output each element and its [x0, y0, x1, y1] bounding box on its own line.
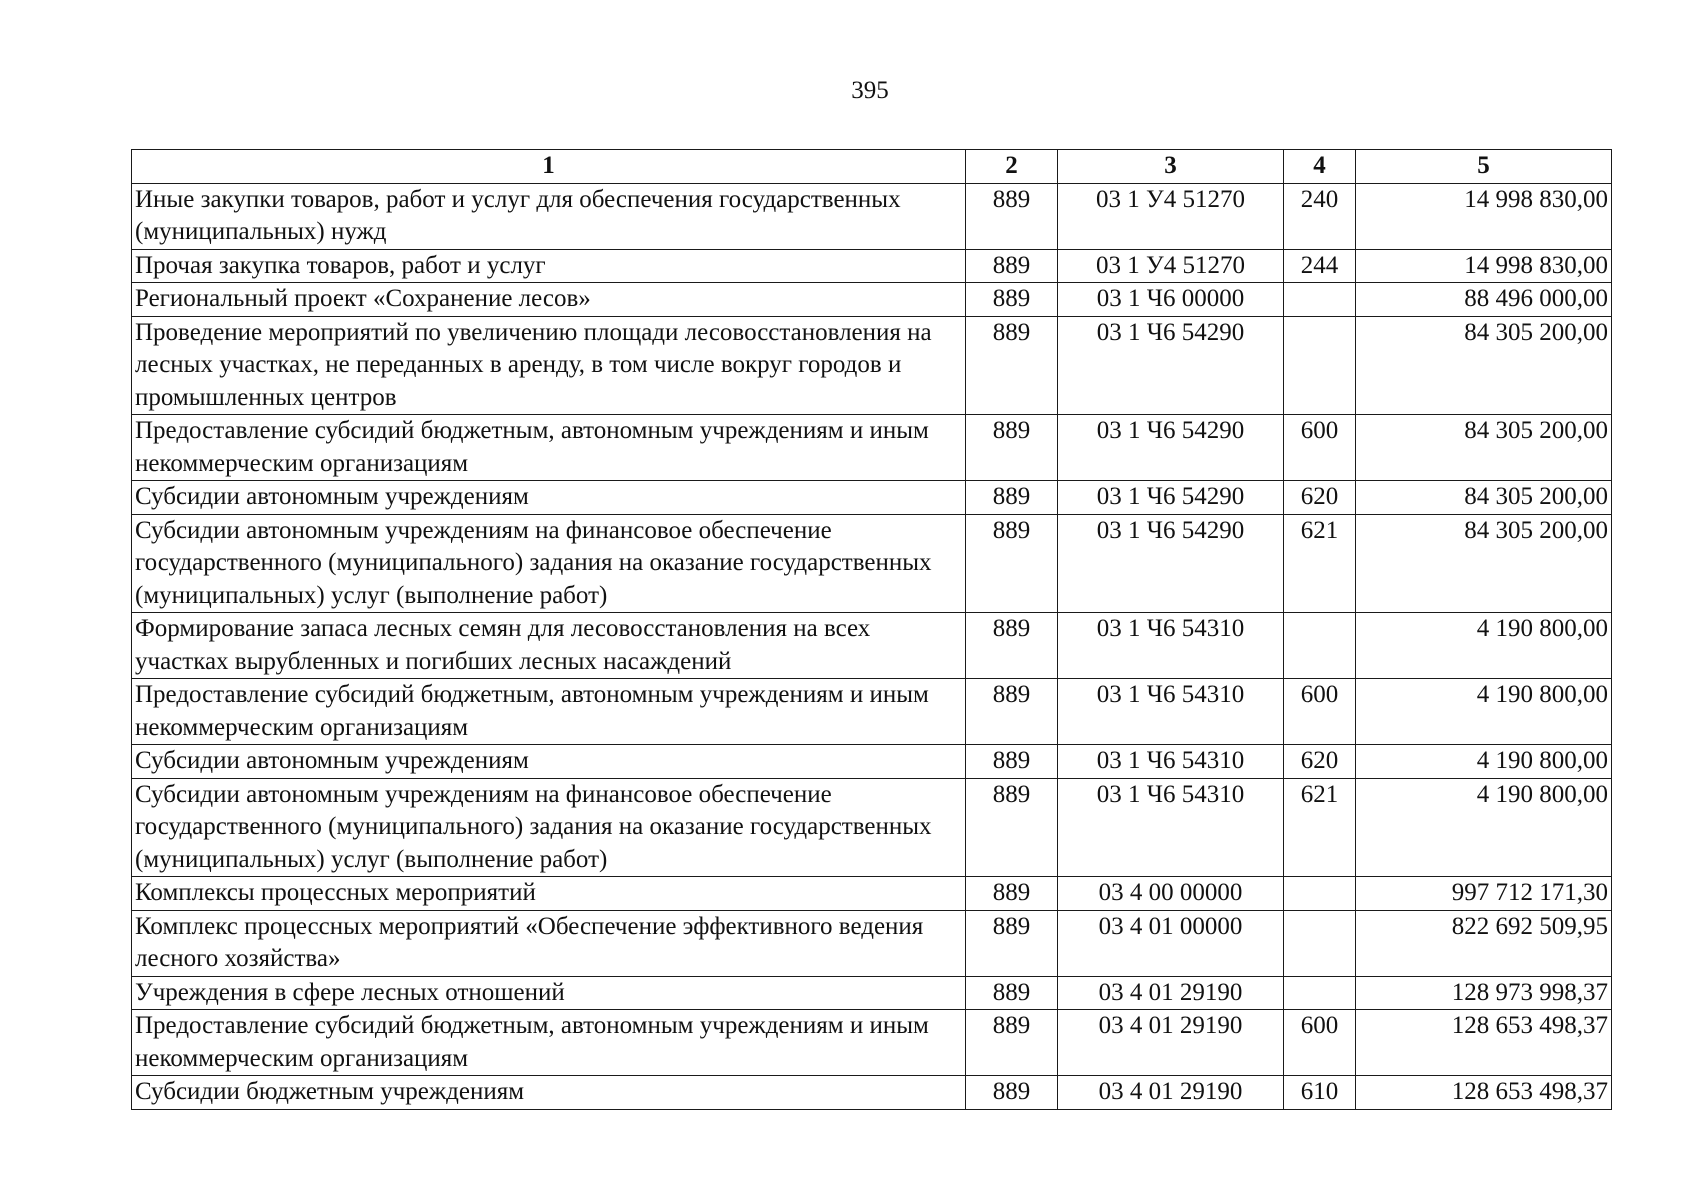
- row-code-cell: 03 1 Ч6 54290: [1058, 316, 1284, 415]
- row-amount-cell: 4 190 800,00: [1356, 679, 1612, 745]
- row-name-cell: Предоставление субсидий бюджетным, автономным учреждениям и иным некоммерческим организациям: [132, 1010, 966, 1076]
- row-type-cell: 621: [1284, 778, 1356, 877]
- row-amount-cell: 997 712 171,30: [1356, 877, 1612, 911]
- row-code-cell: 03 4 01 29190: [1058, 1076, 1284, 1110]
- row-dept-cell: 889: [966, 1010, 1058, 1076]
- row-dept-cell: 889: [966, 249, 1058, 283]
- row-dept-cell: 889: [966, 976, 1058, 1010]
- header-cell-code: 3: [1058, 150, 1284, 184]
- row-type-cell: 620: [1284, 481, 1356, 515]
- row-name-cell: Субсидии автономным учреждениям на финансовое обеспечение государственного (муниципального) задания на оказание государственных (муниципальных) услуг (выполнение работ): [132, 778, 966, 877]
- row-type-cell: 600: [1284, 1010, 1356, 1076]
- header-cell-dept: 2: [966, 150, 1058, 184]
- row-name-cell: Прочая закупка товаров, работ и услуг: [132, 249, 966, 283]
- row-type-cell: [1284, 976, 1356, 1010]
- row-amount-cell: 4 190 800,00: [1356, 613, 1612, 679]
- row-code-cell: 03 1 Ч6 54290: [1058, 514, 1284, 613]
- row-name-cell: Предоставление субсидий бюджетным, автономным учреждениям и иным некоммерческим организациям: [132, 679, 966, 745]
- row-type-cell: 244: [1284, 249, 1356, 283]
- row-amount-cell: 84 305 200,00: [1356, 481, 1612, 515]
- row-type-cell: 600: [1284, 415, 1356, 481]
- row-dept-cell: 889: [966, 183, 1058, 249]
- row-dept-cell: 889: [966, 778, 1058, 877]
- row-amount-cell: 4 190 800,00: [1356, 745, 1612, 779]
- row-amount-cell: 14 998 830,00: [1356, 249, 1612, 283]
- table-row: [132, 778, 1612, 877]
- row-type-cell: [1284, 613, 1356, 679]
- row-code-cell: 03 1 Ч6 54310: [1058, 613, 1284, 679]
- row-name-cell: Субсидии автономным учреждениям: [132, 745, 966, 779]
- row-name-cell: Субсидии автономным учреждениям на финансовое обеспечение государственного (муниципального) задания на оказание государственных (муниципальных) услуг (выполнение работ): [132, 514, 966, 613]
- row-type-cell: 621: [1284, 514, 1356, 613]
- row-amount-cell: 128 973 998,37: [1356, 976, 1612, 1010]
- header-row: [132, 150, 1612, 184]
- row-type-cell: 600: [1284, 679, 1356, 745]
- row-dept-cell: 889: [966, 679, 1058, 745]
- row-type-cell: [1284, 877, 1356, 911]
- table-row: [132, 976, 1612, 1010]
- row-name-cell: Региональный проект «Сохранение лесов»: [132, 283, 966, 317]
- row-code-cell: 03 1 Ч6 54310: [1058, 745, 1284, 779]
- row-name-cell: Комплекс процессных мероприятий «Обеспечение эффективного ведения лесного хозяйства»: [132, 910, 966, 976]
- row-name-cell: Учреждения в сфере лесных отношений: [132, 976, 966, 1010]
- row-type-cell: 240: [1284, 183, 1356, 249]
- table-row: [132, 183, 1612, 249]
- row-dept-cell: 889: [966, 613, 1058, 679]
- table-row: [132, 877, 1612, 911]
- table-row: [132, 249, 1612, 283]
- row-code-cell: 03 1 Ч6 54310: [1058, 679, 1284, 745]
- row-dept-cell: 889: [966, 415, 1058, 481]
- row-code-cell: 03 1 Ч6 54310: [1058, 778, 1284, 877]
- row-dept-cell: 889: [966, 745, 1058, 779]
- row-code-cell: 03 1 Ч6 00000: [1058, 283, 1284, 317]
- row-type-cell: [1284, 316, 1356, 415]
- table-row: [132, 745, 1612, 779]
- row-amount-cell: 822 692 509,95: [1356, 910, 1612, 976]
- table-row: [132, 514, 1612, 613]
- row-code-cell: 03 1 Ч6 54290: [1058, 415, 1284, 481]
- row-dept-cell: 889: [966, 877, 1058, 911]
- row-amount-cell: 14 998 830,00: [1356, 183, 1612, 249]
- table-row: [132, 679, 1612, 745]
- table-row: [132, 415, 1612, 481]
- table-row: [132, 613, 1612, 679]
- row-code-cell: 03 4 01 29190: [1058, 976, 1284, 1010]
- row-code-cell: 03 4 01 00000: [1058, 910, 1284, 976]
- table-row: [132, 481, 1612, 515]
- row-name-cell: Проведение мероприятий по увеличению площади лесовосстановления на лесных участках, не переданных в аренду, в том числе вокруг городов и промышленных центров: [132, 316, 966, 415]
- row-type-cell: [1284, 910, 1356, 976]
- table-row: [132, 283, 1612, 317]
- header-cell-name: 1: [132, 150, 966, 184]
- row-dept-cell: 889: [966, 910, 1058, 976]
- row-dept-cell: 889: [966, 316, 1058, 415]
- row-amount-cell: 128 653 498,37: [1356, 1076, 1612, 1110]
- row-code-cell: 03 1 У4 51270: [1058, 183, 1284, 249]
- table-row: [132, 1076, 1612, 1110]
- header-cell-amount: 5: [1356, 150, 1612, 184]
- row-code-cell: 03 4 01 29190: [1058, 1010, 1284, 1076]
- row-amount-cell: 88 496 000,00: [1356, 283, 1612, 317]
- row-type-cell: [1284, 283, 1356, 317]
- row-amount-cell: 84 305 200,00: [1356, 316, 1612, 415]
- row-amount-cell: 4 190 800,00: [1356, 778, 1612, 877]
- row-type-cell: 620: [1284, 745, 1356, 779]
- row-code-cell: 03 1 Ч6 54290: [1058, 481, 1284, 515]
- page-number: 395: [851, 77, 889, 104]
- table-row: [132, 316, 1612, 415]
- row-name-cell: Предоставление субсидий бюджетным, автономным учреждениям и иным некоммерческим организациям: [132, 415, 966, 481]
- row-name-cell: Субсидии бюджетным учреждениям: [132, 1076, 966, 1110]
- row-dept-cell: 889: [966, 1076, 1058, 1110]
- row-name-cell: Субсидии автономным учреждениям: [132, 481, 966, 515]
- row-amount-cell: 84 305 200,00: [1356, 514, 1612, 613]
- row-name-cell: Иные закупки товаров, работ и услуг для обеспечения государственных (муниципальных) нужд: [132, 183, 966, 249]
- header-cell-type: 4: [1284, 150, 1356, 184]
- row-amount-cell: 84 305 200,00: [1356, 415, 1612, 481]
- budget-table: [131, 149, 1612, 1110]
- row-code-cell: 03 4 00 00000: [1058, 877, 1284, 911]
- row-name-cell: Формирование запаса лесных семян для лесовосстановления на всех участках вырубленных и погибших лесных насаждений: [132, 613, 966, 679]
- row-dept-cell: 889: [966, 481, 1058, 515]
- table-row: [132, 910, 1612, 976]
- row-name-cell: Комплексы процессных мероприятий: [132, 877, 966, 911]
- row-dept-cell: 889: [966, 283, 1058, 317]
- table-row: [132, 1010, 1612, 1076]
- row-code-cell: 03 1 У4 51270: [1058, 249, 1284, 283]
- row-amount-cell: 128 653 498,37: [1356, 1010, 1612, 1076]
- row-dept-cell: 889: [966, 514, 1058, 613]
- row-type-cell: 610: [1284, 1076, 1356, 1110]
